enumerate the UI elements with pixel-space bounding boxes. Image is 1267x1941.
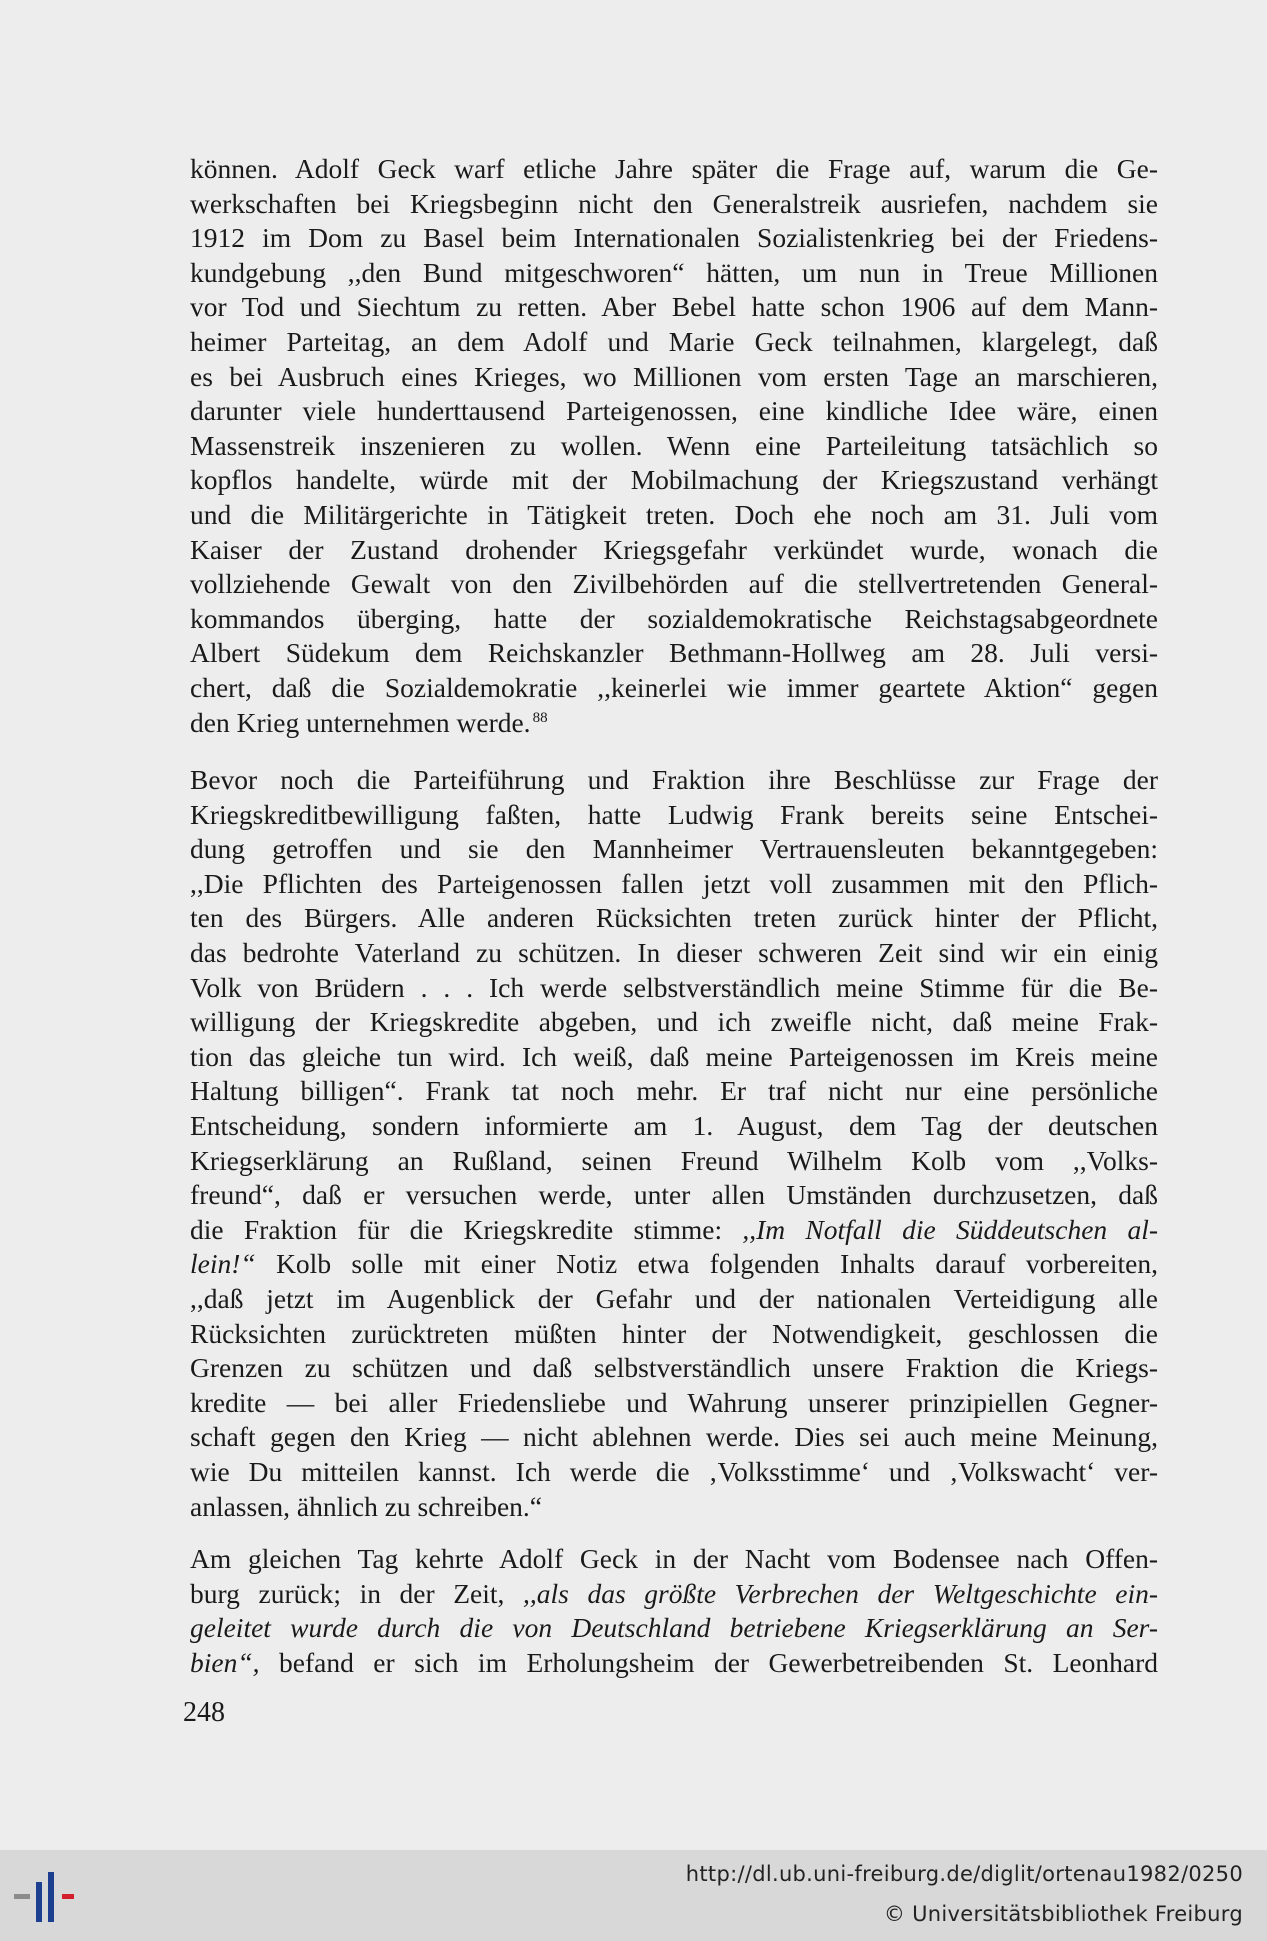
text-line — [190, 1005, 1158, 1040]
text-line — [190, 798, 1158, 833]
text-line — [190, 1317, 1158, 1352]
text-segment: kredite — bei aller Friedensliebe und Wahrung unserer prinzipiellen Gegner- — [190, 1386, 1158, 1418]
text-line — [190, 533, 1158, 568]
text-line — [190, 867, 1158, 902]
text-line — [190, 1646, 1158, 1681]
text-segment: tion das gleiche tun wird. Ich weiß, daß meine Parteigenossen im Kreis meine — [190, 1040, 1158, 1072]
text-line — [190, 394, 1158, 429]
text-line — [190, 901, 1158, 936]
text-segment: können. Adolf Geck warf etliche Jahre später die Frage auf, warum die Ge- — [190, 153, 1158, 184]
text-line — [190, 429, 1158, 464]
paragraph — [190, 1542, 1158, 1680]
italic-text: ,,als das größte Verbrechen der Weltgeschichte ein- — [523, 1577, 1158, 1609]
body-text — [190, 152, 1158, 1681]
text-segment: das bedrohte Vaterland zu schützen. In dieser schweren Zeit sind wir ein einig — [190, 937, 1158, 969]
text-segment: Grenzen zu schützen und daß selbstverständlich unsere Fraktion die Kriegs- — [190, 1352, 1158, 1384]
text-line — [190, 1611, 1158, 1646]
text-line — [190, 1247, 1158, 1282]
text-line — [190, 1420, 1158, 1455]
text-segment: und die Militärgerichte in Tätigkeit treten. Doch ehe noch am 31. Juli vom — [190, 498, 1158, 530]
paragraph — [190, 763, 1158, 1524]
source-url-link[interactable]: http://dl.ub.uni-freiburg.de/diglit/ortenau1982/0250 — [685, 1862, 1243, 1886]
text-line — [190, 1074, 1158, 1109]
text-line — [190, 256, 1158, 291]
text-segment: vollziehende Gewalt von den Zivilbehörden auf die stellvertretenden General- — [190, 568, 1158, 600]
text-segment: Albert Südekum dem Reichskanzler Bethmann-Hollweg am 28. Juli versi- — [190, 637, 1158, 669]
text-line — [190, 1144, 1158, 1179]
text-segment: Kaiser der Zustand drohender Kriegsgefahr verkündet wurde, wonach die — [190, 533, 1158, 565]
text-segment: ,,Die Pflichten des Parteigenossen fallen jetzt voll zusammen mit den Pflich- — [190, 867, 1158, 899]
text-line — [190, 1213, 1158, 1248]
text-line — [190, 832, 1158, 867]
text-line — [190, 187, 1158, 222]
paragraph — [190, 152, 1158, 745]
text-line — [190, 1490, 1158, 1525]
text-segment: Volk von Brüdern . . . Ich werde selbstverständlich meine Stimme für die Be- — [190, 971, 1158, 1003]
page-number: 248 — [183, 1697, 225, 1728]
text-line — [190, 602, 1158, 637]
footnote-marker: 88 — [532, 709, 548, 726]
copyright-notice: © Universitätsbibliothek Freiburg — [883, 1902, 1243, 1926]
italic-text: geleitet wurde durch die von Deutschland betriebene Kriegserklärung an Ser- — [190, 1612, 1158, 1644]
text-line — [190, 971, 1158, 1006]
text-segment: 1912 im Dom zu Basel beim Internationalen Sozialistenkrieg bei der Friedens- — [190, 222, 1158, 254]
text-line — [190, 325, 1158, 360]
text-segment: heimer Parteitag, an dem Adolf und Marie Geck teilnahmen, klargelegt, daß — [190, 325, 1158, 357]
text-segment: kundgebung ,,den Bund mitgeschworen“ hätten, um nun in Treue Millionen — [190, 256, 1158, 288]
text-line — [190, 498, 1158, 533]
text-segment: werkschaften bei Kriegsbeginn nicht den Generalstreik ausriefen, nachdem sie — [190, 187, 1158, 219]
text-segment: Kriegskreditbewilligung faßten, hatte Ludwig Frank bereits seine Entschei- — [190, 798, 1158, 830]
text-segment: Massenstreik inszenieren zu wollen. Wenn eine Parteileitung tatsächlich so — [190, 429, 1158, 461]
text-segment: wie Du mitteilen kannst. Ich werde die ‚Volksstimme‘ und ‚Volkswacht‘ ver- — [190, 1455, 1158, 1487]
text-line — [190, 763, 1158, 798]
text-segment: Entscheidung, sondern informierte am 1. August, dem Tag der deutschen — [190, 1110, 1158, 1142]
text-line — [190, 1542, 1158, 1577]
text-segment: chert, daß die Sozialdemokratie ,,keinerlei wie immer geartete Aktion“ gegen — [190, 671, 1158, 703]
text-line — [190, 1577, 1158, 1612]
text-line — [190, 1282, 1158, 1317]
text-segment: darunter viele hunderttausend Parteigenossen, eine kindliche Idee wäre, einen — [190, 395, 1158, 427]
italic-text: bien“, — [190, 1646, 260, 1678]
text-line — [190, 463, 1158, 498]
text-segment: Kolb solle mit einer Notiz etwa folgenden Inhalts darauf vorbereiten, — [255, 1248, 1158, 1280]
text-segment: Am gleichen Tag kehrte Adolf Geck in der Nacht vom Bodensee nach Offen- — [190, 1543, 1158, 1575]
text-line — [190, 1386, 1158, 1421]
text-segment: Rücksichten zurücktreten müßten hinter der Notwendigkeit, geschlossen die — [190, 1317, 1158, 1349]
text-segment: ten des Bürgers. Alle anderen Rücksichten treten zurück hinter der Pflicht, — [190, 902, 1158, 934]
italic-text: ,,Im Notfall die Süddeutschen al- — [742, 1213, 1158, 1245]
text-segment: den Krieg unternehmen werde. — [190, 706, 531, 738]
text-line — [190, 1178, 1158, 1213]
text-segment: kopflos handelte, würde mit der Mobilmachung der Kriegszustand verhängt — [190, 464, 1158, 496]
text-line — [190, 1455, 1158, 1490]
viewer-footer — [0, 1850, 1267, 1941]
text-segment: Bevor noch die Parteiführung und Fraktion ihre Beschlüsse zur Frage der — [190, 764, 1158, 796]
text-segment: dung getroffen und sie den Mannheimer Vertrauensleuten bekanntgegeben: — [190, 833, 1158, 865]
text-segment: freund“, daß er versuchen werde, unter allen Umständen durchzusetzen, daß — [190, 1179, 1158, 1211]
text-line — [190, 636, 1158, 671]
text-line — [190, 936, 1158, 971]
text-line — [190, 221, 1158, 256]
text-segment: befand er sich im Erholungsheim der Gewerbetreibenden St. Leonhard — [259, 1646, 1158, 1678]
text-segment: es bei Ausbruch eines Krieges, wo Millionen vom ersten Tage an marschieren, — [190, 360, 1158, 392]
text-line — [190, 1351, 1158, 1386]
text-segment: Haltung billigen“. Frank tat noch mehr. Er traf nicht nur eine persönliche — [190, 1075, 1158, 1107]
text-segment: willigung der Kriegskredite abgeben, und ich zweifle nicht, daß meine Frak- — [190, 1006, 1158, 1038]
text-line — [190, 1040, 1158, 1075]
text-segment: anlassen, ähnlich zu schreiben.“ — [190, 1490, 543, 1522]
ub-freiburg-logo-icon — [14, 1868, 84, 1928]
text-line — [190, 360, 1158, 395]
text-segment: vor Tod und Siechtum zu retten. Aber Bebel hatte schon 1906 auf dem Mann- — [190, 291, 1158, 323]
text-line — [190, 290, 1158, 325]
text-line — [190, 152, 1158, 187]
text-segment: burg zurück; in der Zeit, — [190, 1577, 524, 1609]
text-line — [190, 706, 1158, 746]
text-line — [190, 671, 1158, 706]
text-segment: die Fraktion für die Kriegskredite stimme: — [190, 1213, 743, 1245]
text-segment: kommandos überging, hatte der sozialdemokratische Reichstagsabgeordnete — [190, 602, 1158, 634]
italic-text: lein!“ — [190, 1248, 256, 1280]
text-segment: schaft gegen den Krieg — nicht ablehnen werde. Dies sei auch meine Meinung, — [190, 1421, 1158, 1453]
text-line — [190, 1109, 1158, 1144]
text-segment: ,,daß jetzt im Augenblick der Gefahr und der nationalen Verteidigung alle — [190, 1283, 1158, 1314]
text-segment: Kriegserklärung an Rußland, seinen Freund Wilhelm Kolb vom ,,Volks- — [190, 1144, 1158, 1176]
text-line — [190, 567, 1158, 602]
